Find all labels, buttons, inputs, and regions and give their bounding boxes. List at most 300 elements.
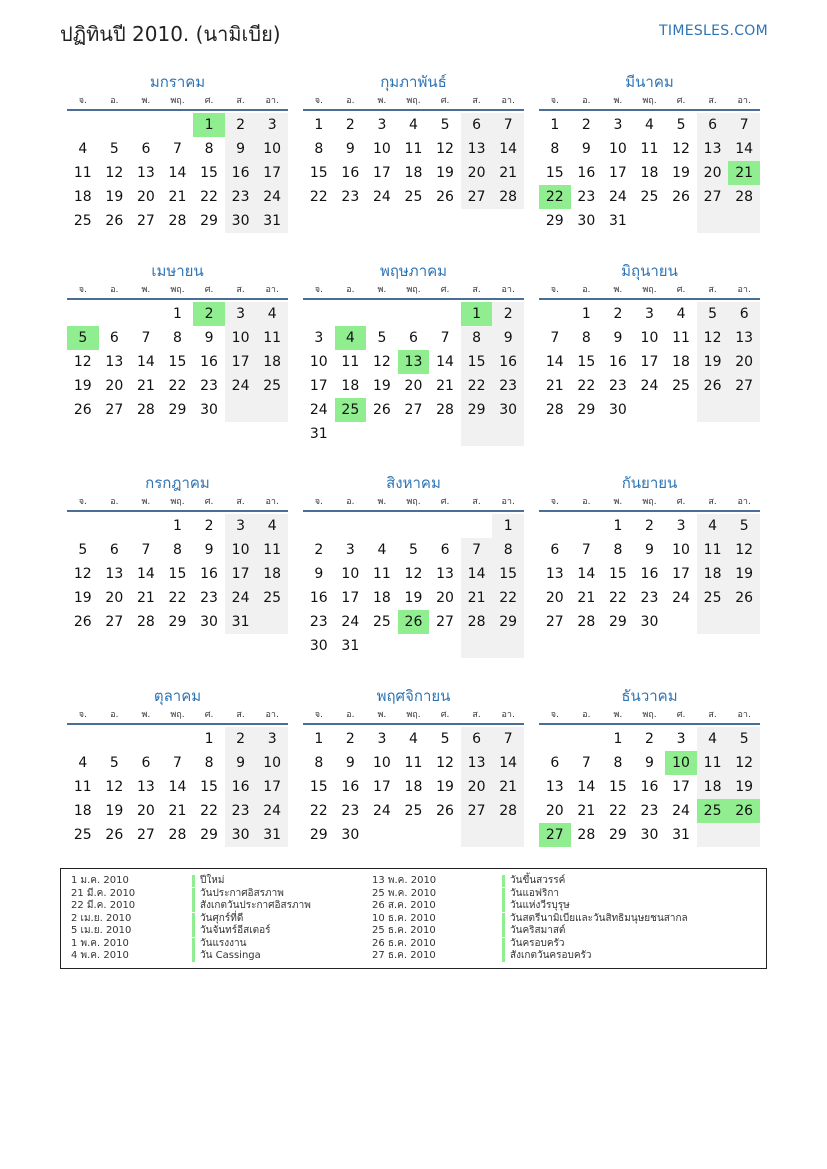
weekday-label: พ.: [141, 497, 151, 507]
day-cell: 31: [256, 823, 288, 847]
day-cell: 23: [225, 799, 257, 823]
day-cell: 14: [545, 354, 564, 370]
day-cell: 6: [728, 302, 760, 326]
empty-cell: [67, 727, 99, 751]
day-cell: 24: [309, 402, 328, 418]
empty-cell: [461, 514, 493, 538]
month-name: เมษายน: [151, 262, 204, 280]
day-cell: 9: [613, 330, 623, 346]
holiday-marker: [502, 888, 505, 900]
day-cell: 8: [461, 326, 493, 350]
holiday-row: [372, 938, 762, 951]
day-cell: 24: [341, 614, 360, 630]
day-cell: 22: [539, 185, 571, 209]
day-cell: 2: [613, 306, 623, 322]
day-cell: 24: [225, 586, 257, 610]
weekday-label: ส.: [472, 710, 481, 720]
day-cell: 27: [539, 823, 571, 847]
weekday-label: อา.: [737, 710, 751, 720]
weekday-label: ส.: [708, 285, 717, 295]
weekday-label: อ.: [346, 285, 355, 295]
day-cell: 19: [404, 590, 423, 606]
holiday-name: วันขึ้นสวรรค์: [510, 875, 566, 886]
day-cell: 7: [728, 113, 760, 137]
day-cell: 15: [461, 350, 493, 374]
day-cell: 5: [67, 326, 99, 350]
holiday-marker: [502, 900, 505, 912]
day-cell: 8: [173, 330, 182, 346]
weekday-label: อา.: [265, 285, 279, 295]
day-cell: 1: [204, 731, 214, 747]
day-cell: 2: [492, 302, 524, 326]
day-cell: 27: [728, 374, 760, 398]
day-cell: 30: [492, 398, 524, 422]
day-cell: 6: [109, 542, 119, 558]
day-cell: 20: [697, 161, 729, 185]
day-cell: 16: [341, 165, 360, 181]
day-cell: 2: [581, 117, 591, 133]
holiday-name: ปีใหม่: [200, 875, 225, 886]
day-cell: 2: [204, 518, 214, 534]
weekday-label: พ.: [141, 285, 151, 295]
empty-cell: [429, 514, 461, 538]
empty-cell: [335, 422, 367, 446]
month-name: ธันวาคม: [621, 687, 678, 705]
weekday-header: [539, 709, 760, 725]
day-cell: 17: [608, 165, 627, 181]
weekday-label: อ.: [346, 710, 355, 720]
day-cell: 31: [225, 610, 257, 634]
weekday-label: จ.: [550, 710, 559, 720]
day-cell: 30: [225, 209, 257, 233]
day-cell: 3: [256, 727, 288, 751]
day-cell: 21: [728, 161, 760, 185]
day-cell: 10: [672, 542, 690, 558]
day-cell: 7: [440, 330, 450, 346]
empty-cell: [162, 727, 194, 751]
empty-cell: [162, 113, 194, 137]
day-cell: 23: [492, 374, 524, 398]
empty-cell: [366, 422, 398, 446]
day-cell: 21: [461, 586, 493, 610]
day-cell: 11: [697, 751, 729, 775]
day-cell: 2: [645, 518, 654, 534]
day-cell: 17: [672, 566, 690, 582]
day-cell: 28: [577, 614, 596, 630]
day-cell: 12: [728, 751, 760, 775]
day-cell: 11: [404, 141, 423, 157]
month-block: [303, 69, 524, 209]
day-cell: 29: [608, 614, 627, 630]
day-cell: 1: [550, 117, 560, 133]
day-cell: 29: [168, 614, 187, 630]
weekday-label: ส.: [236, 285, 245, 295]
holiday-date: 10 ธ.ค. 2010: [372, 912, 436, 924]
weekday-label: อ.: [582, 285, 591, 295]
day-cell: 26: [372, 402, 391, 418]
weekday-header: [67, 95, 288, 111]
day-cell: 2: [645, 731, 654, 747]
day-cell: 10: [225, 538, 257, 562]
day-cell: 2: [314, 542, 324, 558]
day-grid: [539, 514, 760, 634]
day-cell: 5: [377, 330, 387, 346]
weekday-label: พฤ.: [642, 285, 657, 295]
day-grid: [303, 113, 524, 209]
day-cell: 14: [436, 354, 454, 370]
day-cell: 6: [550, 542, 560, 558]
weekday-label: พฤ.: [406, 710, 421, 720]
day-cell: 14: [136, 354, 155, 370]
day-cell: 3: [256, 113, 288, 137]
weekday-label: อ.: [582, 497, 591, 507]
day-cell: 15: [309, 779, 328, 795]
day-cell: 22: [461, 374, 493, 398]
weekday-label: ส.: [708, 710, 717, 720]
day-cell: 3: [345, 542, 355, 558]
day-cell: 24: [608, 189, 627, 205]
holiday-column-right: [372, 875, 762, 963]
day-cell: 9: [204, 542, 214, 558]
day-cell: 29: [168, 402, 187, 418]
day-cell: 28: [545, 402, 564, 418]
day-cell: 30: [640, 614, 659, 630]
holiday-row: [71, 925, 371, 938]
day-cell: 6: [697, 113, 729, 137]
day-cell: 17: [256, 161, 288, 185]
day-cell: 20: [461, 161, 493, 185]
day-cell: 7: [141, 330, 151, 346]
day-cell: 21: [577, 590, 596, 606]
day-cell: 5: [728, 727, 760, 751]
holiday-row: [372, 875, 762, 888]
holiday-marker: [192, 888, 195, 900]
day-cell: 16: [608, 354, 627, 370]
empty-cell: [728, 209, 760, 233]
day-cell: 6: [461, 113, 493, 137]
holiday-row: [372, 900, 762, 913]
day-cell: 13: [461, 137, 493, 161]
day-cell: 30: [200, 614, 218, 630]
day-cell: 29: [545, 213, 564, 229]
day-cell: 13: [728, 326, 760, 350]
holiday-date: 21 มี.ค. 2010: [71, 887, 136, 899]
day-grid: [303, 514, 524, 658]
month-block: [539, 258, 760, 422]
day-cell: 3: [225, 514, 257, 538]
day-cell: 1: [314, 731, 324, 747]
weekday-label: พ.: [377, 497, 387, 507]
day-cell: 7: [581, 755, 591, 771]
page-title: ปฏิทินปี 2010. (นามิเบีย): [60, 22, 281, 46]
month-name: มกราคม: [149, 73, 206, 91]
empty-cell: [697, 398, 729, 422]
day-cell: 1: [492, 514, 524, 538]
weekday-header: [67, 284, 288, 300]
weekday-label: พฤ.: [170, 285, 185, 295]
weekday-label: จ.: [78, 497, 87, 507]
day-cell: 28: [436, 402, 454, 418]
weekday-label: อา.: [501, 497, 515, 507]
day-cell: 3: [225, 302, 257, 326]
empty-cell: [539, 514, 571, 538]
day-cell: 28: [461, 610, 493, 634]
month-block: [539, 470, 760, 634]
day-cell: 26: [73, 614, 92, 630]
day-cell: 25: [256, 374, 288, 398]
day-cell: 14: [136, 566, 155, 582]
day-cell: 30: [577, 213, 596, 229]
day-cell: 26: [73, 402, 92, 418]
day-cell: 22: [608, 590, 627, 606]
site-brand-link[interactable]: TIMESLES.COM: [659, 23, 768, 39]
day-cell: 3: [676, 731, 686, 747]
month-block: [303, 258, 524, 446]
weekday-header: [67, 709, 288, 725]
day-cell: 2: [225, 727, 257, 751]
holiday-date: 5 เม.ย. 2010: [71, 925, 132, 936]
weekday-label: ศ.: [440, 710, 450, 720]
day-cell: 21: [436, 378, 454, 394]
day-cell: 23: [225, 185, 257, 209]
weekday-label: ศ.: [440, 285, 450, 295]
day-cell: 24: [640, 378, 659, 394]
empty-cell: [99, 514, 131, 538]
day-cell: 10: [372, 141, 391, 157]
empty-cell: [67, 302, 99, 326]
day-cell: 25: [73, 213, 92, 229]
day-cell: 18: [256, 350, 288, 374]
holiday-row: [71, 950, 371, 963]
holiday-date: 27 ธ.ค. 2010: [372, 950, 436, 961]
empty-cell: [398, 634, 430, 658]
day-cell: 5: [78, 542, 88, 558]
day-cell: 11: [256, 538, 288, 562]
weekday-label: อา.: [501, 96, 515, 106]
day-cell: 28: [168, 827, 187, 843]
day-grid: [67, 113, 288, 233]
day-cell: 2: [345, 731, 355, 747]
day-cell: 15: [577, 354, 596, 370]
weekday-header: [539, 496, 760, 512]
day-cell: 7: [461, 538, 493, 562]
day-cell: 11: [73, 165, 92, 181]
day-cell: 15: [200, 779, 218, 795]
day-cell: 30: [225, 823, 257, 847]
weekday-label: จ.: [314, 710, 323, 720]
day-cell: 27: [136, 213, 155, 229]
day-cell: 19: [672, 165, 690, 181]
day-cell: 1: [613, 518, 623, 534]
empty-cell: [335, 302, 367, 326]
holiday-name: วันแห่งวีรบุรุษ: [510, 900, 570, 911]
empty-cell: [99, 302, 131, 326]
weekday-label: อา.: [737, 497, 751, 507]
day-cell: 14: [728, 137, 760, 161]
day-cell: 26: [728, 799, 760, 823]
empty-cell: [665, 209, 697, 233]
day-cell: 4: [645, 117, 654, 133]
day-cell: 27: [404, 402, 423, 418]
holiday-marker: [192, 925, 195, 937]
day-cell: 15: [492, 562, 524, 586]
day-cell: 4: [78, 755, 88, 771]
day-cell: 20: [728, 350, 760, 374]
weekday-label: พ.: [377, 710, 387, 720]
day-cell: 18: [672, 354, 690, 370]
weekday-label: ศ.: [676, 710, 686, 720]
empty-cell: [665, 398, 697, 422]
day-cell: 1: [193, 113, 225, 137]
holiday-marker: [192, 913, 195, 925]
weekday-label: พฤ.: [406, 285, 421, 295]
day-cell: 9: [492, 326, 524, 350]
day-cell: 4: [409, 731, 418, 747]
month-name: มีนาคม: [625, 73, 674, 91]
weekday-header: [67, 496, 288, 512]
weekday-label: ศ.: [676, 497, 686, 507]
day-cell: 20: [105, 378, 124, 394]
month-block: [303, 470, 524, 658]
day-cell: 3: [314, 330, 324, 346]
weekday-label: จ.: [550, 96, 559, 106]
weekday-label: อ.: [110, 710, 119, 720]
day-cell: 21: [492, 775, 524, 799]
day-cell: 20: [461, 775, 493, 799]
holiday-row: [372, 950, 762, 963]
day-cell: 6: [141, 755, 151, 771]
day-cell: 28: [492, 799, 524, 823]
day-cell: 6: [461, 727, 493, 751]
weekday-label: พ.: [141, 96, 151, 106]
day-cell: 18: [404, 165, 423, 181]
day-cell: 16: [309, 590, 328, 606]
day-cell: 18: [341, 378, 360, 394]
empty-cell: [461, 422, 493, 446]
day-cell: 12: [697, 326, 729, 350]
day-cell: 3: [613, 117, 623, 133]
day-cell: 8: [314, 141, 324, 157]
weekday-label: พฤ.: [170, 710, 185, 720]
day-cell: 2: [345, 117, 355, 133]
weekday-label: จ.: [314, 96, 323, 106]
weekday-label: อ.: [346, 96, 355, 106]
empty-cell: [366, 514, 398, 538]
day-cell: 9: [345, 755, 355, 771]
day-cell: 25: [256, 586, 288, 610]
month-name: กันยายน: [621, 474, 678, 492]
month-name: มิถุนายน: [621, 262, 678, 280]
empty-cell: [130, 302, 162, 326]
day-cell: 10: [256, 751, 288, 775]
empty-cell: [539, 302, 571, 326]
day-cell: 9: [345, 141, 355, 157]
empty-cell: [366, 823, 398, 847]
day-cell: 24: [372, 803, 391, 819]
holiday-marker: [192, 938, 195, 950]
day-cell: 22: [577, 378, 596, 394]
weekday-label: ส.: [236, 96, 245, 106]
month-block: [539, 683, 760, 847]
day-cell: 6: [109, 330, 119, 346]
holiday-row: [71, 900, 371, 913]
day-cell: 20: [136, 803, 155, 819]
day-cell: 3: [377, 731, 387, 747]
day-cell: 10: [665, 751, 697, 775]
day-cell: 5: [440, 731, 450, 747]
day-cell: 16: [200, 566, 218, 582]
day-cell: 20: [105, 590, 124, 606]
day-cell: 16: [577, 165, 596, 181]
day-cell: 12: [73, 354, 92, 370]
weekday-header: [303, 95, 524, 111]
day-cell: 31: [341, 638, 360, 654]
weekday-label: พ.: [377, 285, 387, 295]
holiday-marker: [502, 925, 505, 937]
day-cell: 23: [309, 614, 328, 630]
empty-cell: [256, 610, 288, 634]
day-cell: 27: [461, 185, 493, 209]
month-name: พฤษภาคม: [379, 262, 448, 280]
holiday-date: 1 ม.ค. 2010: [71, 875, 129, 886]
day-cell: 10: [225, 326, 257, 350]
day-cell: 12: [105, 165, 124, 181]
holiday-marker: [502, 875, 505, 887]
day-cell: 21: [136, 378, 155, 394]
holiday-date: 26 ส.ค. 2010: [372, 900, 436, 911]
day-cell: 28: [136, 614, 155, 630]
day-cell: 8: [550, 141, 560, 157]
empty-cell: [665, 610, 697, 634]
day-cell: 7: [173, 755, 182, 771]
day-cell: 5: [109, 755, 119, 771]
day-cell: 25: [697, 586, 729, 610]
holiday-name: วันศุกร์ที่ดี: [200, 912, 244, 924]
empty-cell: [130, 113, 162, 137]
day-cell: 9: [645, 542, 654, 558]
month-block: [303, 683, 524, 847]
weekday-label: อ.: [582, 96, 591, 106]
day-cell: 5: [697, 302, 729, 326]
day-cell: 29: [200, 213, 218, 229]
day-cell: 15: [309, 165, 328, 181]
day-cell: 12: [105, 779, 124, 795]
empty-cell: [461, 634, 493, 658]
holiday-marker: [502, 913, 505, 925]
day-cell: 2: [193, 302, 225, 326]
holiday-marker: [192, 950, 195, 962]
day-cell: 5: [440, 117, 450, 133]
day-cell: 16: [225, 775, 257, 799]
day-cell: 19: [728, 775, 760, 799]
day-cell: 12: [73, 566, 92, 582]
month-block: [67, 683, 288, 847]
day-cell: 13: [105, 566, 124, 582]
day-cell: 8: [613, 755, 623, 771]
holiday-name: สังเกตวันประกาศอิสรภาพ: [200, 900, 311, 911]
day-cell: 4: [78, 141, 88, 157]
day-cell: 18: [697, 562, 729, 586]
empty-cell: [571, 727, 603, 751]
day-cell: 4: [676, 306, 686, 322]
day-cell: 27: [105, 402, 124, 418]
weekday-label: จ.: [550, 497, 559, 507]
weekday-label: พฤ.: [642, 497, 657, 507]
weekday-label: อ.: [110, 96, 119, 106]
holiday-date: 22 มี.ค. 2010: [71, 900, 136, 911]
day-cell: 4: [697, 514, 729, 538]
day-cell: 25: [372, 614, 391, 630]
